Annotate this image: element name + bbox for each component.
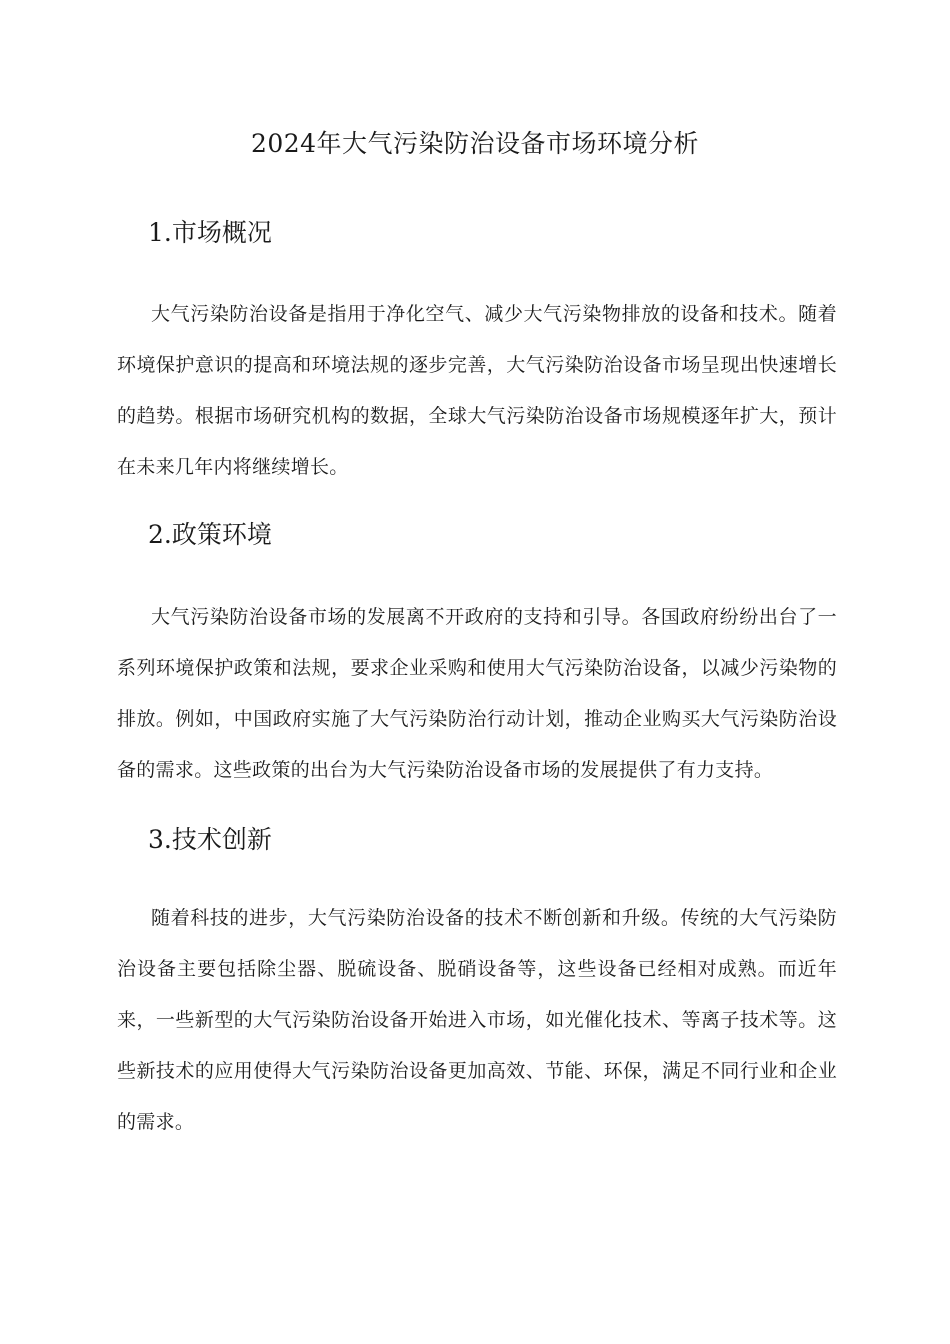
section-heading-technology-innovation: 3.技术创新 (148, 825, 272, 854)
section-paragraph-market-overview: 大气污染防治设备是指用于净化空气、减少大气污染物排放的设备和技术。随着环境保护意识的提高和环境法规的逐步完善，大气污染防治设备市场呈现出快速增长的趋势。根据市场研究机构的数据，全球大气污染防治设备市场规模逐年扩大，预计在未来几年内将继续增长。 (117, 303, 837, 478)
section-paragraph-policy-environment: 大气污染防治设备市场的发展离不开政府的支持和引导。各国政府纷纷出台了一系列环境保护政策和法规，要求企业采购和使用大气污染防治设备，以减少污染物的排放。例如，中国政府实施了大气污染防治行动计划，推动企业购买大气污染防治设备的需求。这些政策的出台为大气污染防治设备市场的发展提供了有力支持。 (117, 606, 837, 781)
section-heading-market-overview: 1.市场概况 (148, 218, 272, 247)
section-paragraph-technology-innovation: 随着科技的进步，大气污染防治设备的技术不断创新和升级。传统的大气污染防治设备主要包括除尘器、脱硫设备、脱硝设备等，这些设备已经相对成熟。而近年来，一些新型的大气污染防治设备开始进入市场，如光催化技术、等离子技术等。这些新技术的应用使得大气污染防治设备更加高效、节能、环保，满足不同行业和企业的需求。 (117, 907, 837, 1133)
section-heading-policy-environment: 2.政策环境 (148, 520, 272, 549)
document-title: 2024年大气污染防治设备市场环境分析 (250, 129, 700, 158)
